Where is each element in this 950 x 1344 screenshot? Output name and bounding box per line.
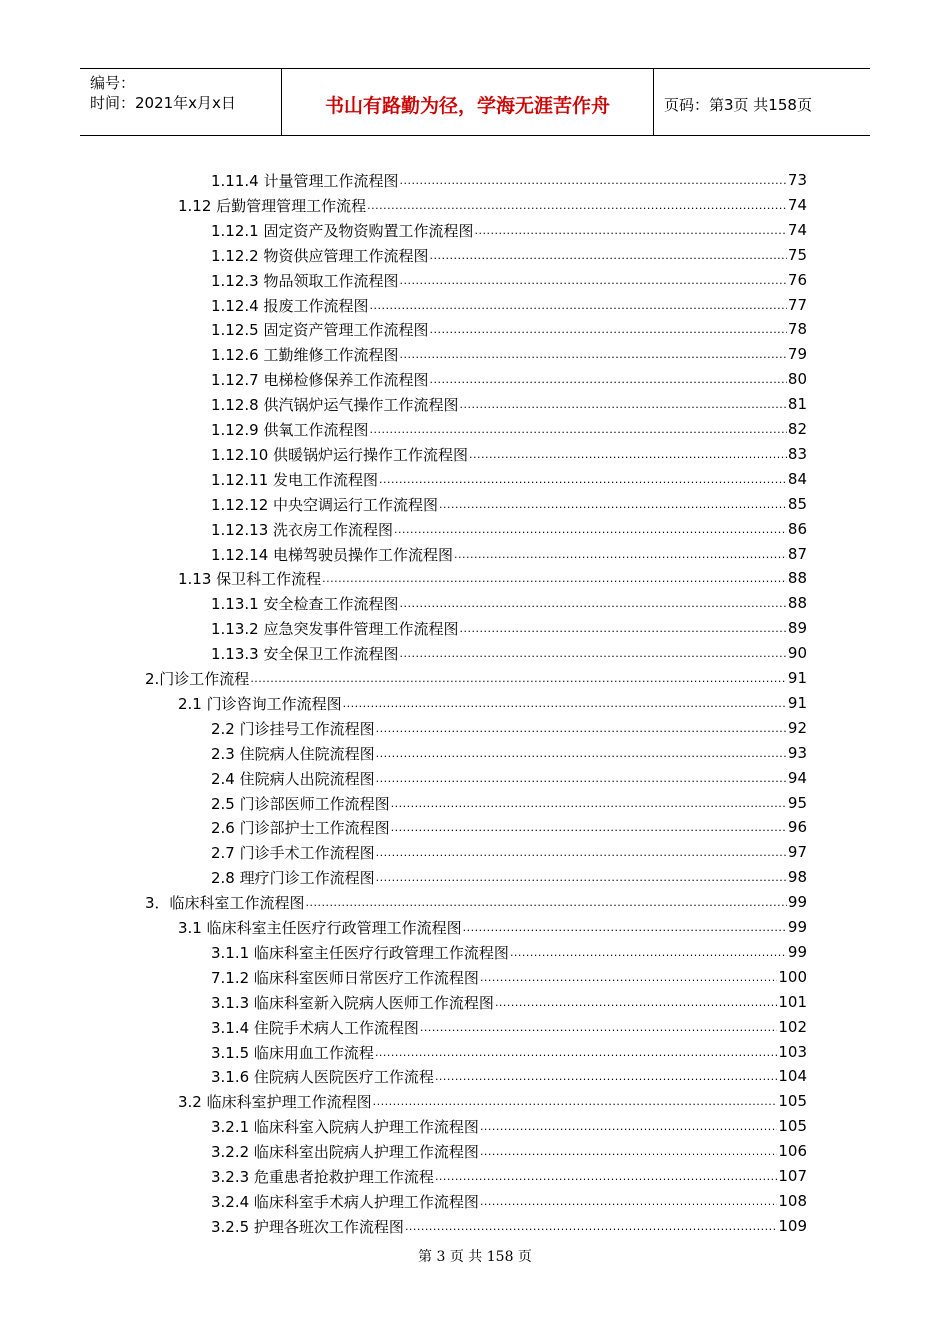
toc-entry[interactable]	[211, 544, 807, 564]
toc-entry-page-number: 109	[778, 1217, 807, 1235]
toc-entry-title: 1.12.8 供汽锅炉运气操作工作流程图	[211, 395, 459, 414]
toc-entry-title: 1.12.9 供氧工作流程图	[211, 420, 369, 439]
toc-entry[interactable]	[211, 344, 807, 364]
toc-entry-page-number: 94	[787, 769, 807, 787]
toc-dot-leader	[420, 1021, 777, 1037]
toc-entry-page-number: 85	[787, 495, 807, 513]
toc-entry-title: 1.12.5 固定资产管理工作流程图	[211, 320, 429, 339]
toc-entry-title: 3.1.6 住院病人医院医疗工作流程	[211, 1067, 434, 1086]
toc-entry-page-number: 103	[778, 1043, 807, 1061]
toc-entry-page-number: 92	[787, 719, 807, 737]
toc-entry[interactable]	[211, 1066, 807, 1086]
toc-entry-page-number: 97	[787, 843, 807, 861]
toc-entry-page-number: 105	[778, 1117, 807, 1135]
header-page-info: 页码：第3页 共158页	[664, 95, 812, 114]
toc-dot-leader	[376, 722, 787, 738]
toc-dot-leader	[306, 896, 787, 912]
toc-entry[interactable]	[211, 842, 807, 862]
toc-dot-leader	[250, 672, 787, 688]
toc-entry-page-number: 102	[778, 1018, 807, 1036]
toc-dot-leader	[391, 821, 787, 837]
toc-dot-leader	[454, 548, 787, 564]
toc-entry-page-number: 83	[787, 445, 807, 463]
toc-entry[interactable]	[211, 743, 807, 763]
toc-dot-leader	[375, 1046, 777, 1062]
toc-entry[interactable]	[211, 494, 807, 514]
toc-entry-page-number: 106	[778, 1142, 807, 1160]
toc-entry-page-number: 93	[787, 744, 807, 762]
toc-entry[interactable]	[211, 220, 807, 240]
toc-entry[interactable]	[211, 319, 807, 339]
toc-dot-leader	[435, 1070, 777, 1086]
toc-entry-page-number: 80	[787, 370, 807, 388]
toc-entry[interactable]	[211, 419, 807, 439]
toc-entry-title: 1.12.3 物品领取工作流程图	[211, 271, 399, 290]
toc-entry-title: 3.2.3 危重患者抢救护理工作流程	[211, 1167, 434, 1186]
toc-dot-leader	[399, 647, 786, 663]
toc-entry-page-number: 107	[778, 1167, 807, 1185]
toc-dot-leader	[367, 199, 787, 215]
toc-entry[interactable]	[211, 469, 807, 489]
toc-entry-page-number: 78	[787, 320, 807, 338]
toc-entry[interactable]	[211, 1166, 807, 1186]
toc-dot-leader	[369, 423, 786, 439]
toc-entry-page-number: 79	[787, 345, 807, 363]
toc-entry[interactable]	[211, 593, 807, 613]
toc-dot-leader	[495, 996, 777, 1012]
toc-entry-title: 1.12 后勤管理管理工作流程	[178, 196, 367, 215]
toc-entry-title: 1.12.10 供暖锅炉运行操作工作流程图	[211, 445, 469, 464]
toc-dot-leader	[429, 323, 786, 339]
toc-entry[interactable]	[145, 668, 807, 688]
toc-entry-title: 1.12.14 电梯驾驶员操作工作流程图	[211, 545, 454, 564]
toc-entry-title: 1.12.4 报废工作流程图	[211, 296, 369, 315]
toc-entry[interactable]	[178, 1091, 807, 1111]
toc-dot-leader	[469, 448, 787, 464]
toc-entry-title: 3.1.4 住院手术病人工作流程图	[211, 1018, 419, 1037]
toc-entry[interactable]	[211, 768, 807, 788]
toc-entry-page-number: 84	[787, 470, 807, 488]
toc-entry-title: 3.1.3 临床科室新入院病人医师工作流程图	[211, 993, 494, 1012]
toc-entry[interactable]	[178, 693, 807, 713]
toc-dot-leader	[480, 971, 777, 987]
toc-entry-title: 1.12.11 发电工作流程图	[211, 470, 379, 489]
toc-dot-leader	[405, 1220, 777, 1236]
toc-entry[interactable]	[211, 1017, 807, 1037]
toc-entry-title: 3.2.1 临床科室入院病人护理工作流程图	[211, 1117, 479, 1136]
toc-entry-title: 3.1 临床科室主任医疗行政管理工作流程图	[178, 918, 462, 937]
toc-dot-leader	[376, 747, 787, 763]
toc-entry-page-number: 96	[787, 818, 807, 836]
toc-entry[interactable]	[178, 195, 807, 215]
toc-entry-title: 3.1.1 临床科室主任医疗行政管理工作流程图	[211, 943, 509, 962]
toc-entry-title: 1.13.3 安全保卫工作流程图	[211, 644, 399, 663]
toc-entry[interactable]	[211, 1216, 807, 1236]
toc-dot-leader	[510, 946, 787, 962]
toc-entry-page-number: 99	[787, 918, 807, 936]
toc-dot-leader	[376, 846, 787, 862]
toc-dot-leader	[369, 299, 786, 315]
toc-dot-leader	[399, 597, 786, 613]
toc-entry-page-number: 91	[787, 669, 807, 687]
toc-entry[interactable]	[211, 270, 807, 290]
toc-entry-page-number: 88	[787, 569, 807, 587]
toc-dot-leader	[459, 622, 786, 638]
toc-entry[interactable]	[211, 1116, 807, 1136]
page-footer: 第 3 页 共 158 页	[418, 1249, 532, 1265]
toc-entry-title: 2.7 门诊手术工作流程图	[211, 843, 375, 862]
toc-entry-page-number: 108	[778, 1192, 807, 1210]
toc-entry[interactable]	[145, 892, 807, 912]
toc-entry[interactable]	[211, 295, 807, 315]
toc-entry[interactable]	[211, 394, 807, 414]
toc-entry[interactable]	[211, 992, 807, 1012]
toc-entry-page-number: 98	[787, 868, 807, 886]
toc-entry[interactable]	[211, 793, 807, 813]
toc-entry-page-number: 99	[787, 893, 807, 911]
toc-entry-title: 2.4 住院病人出院流程图	[211, 769, 375, 788]
toc-dot-leader	[376, 871, 787, 887]
header-motto: 书山有路勤为径，学海无涯苦作舟	[282, 69, 654, 135]
toc-entry-title: 3.2.2 临床科室出院病人护理工作流程图	[211, 1142, 479, 1161]
document-time-label: 时间：2021年x月x日	[90, 94, 236, 112]
toc-dot-leader	[480, 1145, 777, 1161]
toc-entry[interactable]	[211, 643, 807, 663]
toc-dot-leader	[474, 224, 786, 240]
toc-dot-leader	[435, 1170, 777, 1186]
toc-entry-title: 1.12.7 电梯检修保养工作流程图	[211, 370, 429, 389]
toc-entry-title: 1.12.12 中央空调运行工作流程图	[211, 495, 439, 514]
toc-entry-title: 1.13.1 安全检查工作流程图	[211, 594, 399, 613]
toc-entry[interactable]	[211, 1191, 807, 1211]
toc-entry-page-number: 89	[787, 619, 807, 637]
toc-entry-title: 2.8 理疗门诊工作流程图	[211, 868, 375, 887]
toc-dot-leader	[373, 1095, 778, 1111]
toc-entry-title: 3.2.4 临床科室手术病人护理工作流程图	[211, 1192, 479, 1211]
toc-dot-leader	[429, 249, 786, 265]
toc-entry[interactable]	[211, 245, 807, 265]
toc-entry-page-number: 88	[787, 594, 807, 612]
toc-entry-title: 1.12.2 物资供应管理工作流程图	[211, 246, 429, 265]
toc-entry[interactable]	[211, 618, 807, 638]
toc-entry[interactable]	[211, 867, 807, 887]
toc-dot-leader	[463, 921, 787, 937]
toc-entry-title: 1.13.2 应急突发事件管理工作流程图	[211, 619, 459, 638]
toc-entry-title: 2.1 门诊咨询工作流程图	[178, 694, 342, 713]
toc-entry[interactable]	[211, 444, 807, 464]
toc-entry[interactable]	[211, 817, 807, 837]
toc-entry-page-number: 104	[778, 1067, 807, 1085]
toc-entry-page-number: 100	[778, 968, 807, 986]
toc-entry[interactable]	[211, 967, 807, 987]
toc-entry-title: 3.1.5 临床用血工作流程	[211, 1043, 374, 1062]
toc-entry-page-number: 73	[787, 171, 807, 189]
toc-entry-page-number: 86	[787, 520, 807, 538]
toc-entry-title: 3.2.5 护理各班次工作流程图	[211, 1217, 404, 1236]
toc-entry[interactable]	[211, 718, 807, 738]
toc-dot-leader	[376, 772, 787, 788]
toc-entry[interactable]	[211, 519, 807, 539]
toc-dot-leader	[399, 274, 786, 290]
toc-dot-leader	[399, 348, 786, 364]
toc-entry-page-number: 87	[787, 545, 807, 563]
toc-dot-leader	[399, 174, 786, 190]
toc-entry-title: 1.13 保卫科工作流程	[178, 569, 322, 588]
toc-entry-page-number: 95	[787, 794, 807, 812]
header-meta	[80, 69, 282, 135]
toc-entry[interactable]	[178, 568, 807, 588]
toc-entry-page-number: 77	[787, 296, 807, 314]
page-header	[80, 68, 870, 136]
toc-entry-title: 2.6 门诊部护士工作流程图	[211, 818, 390, 837]
toc-dot-leader	[429, 373, 786, 389]
document-number-label: 编号：	[90, 74, 136, 92]
toc-entry[interactable]	[211, 369, 807, 389]
toc-entry-title: 1.12.6 工勤维修工作流程图	[211, 345, 399, 364]
toc-dot-leader	[480, 1120, 777, 1136]
toc-entry-title: 3．临床科室工作流程图	[145, 893, 305, 912]
toc-entry-page-number: 74	[787, 196, 807, 214]
toc-entry-page-number: 105	[778, 1092, 807, 1110]
toc-dot-leader	[343, 697, 787, 713]
toc-entry-page-number: 99	[787, 943, 807, 961]
toc-entry[interactable]	[211, 1042, 807, 1062]
toc-entry-page-number: 90	[787, 644, 807, 662]
toc-entry-page-number: 76	[787, 271, 807, 289]
toc-dot-leader	[459, 398, 786, 414]
toc-entry-title: 2.3 住院病人住院流程图	[211, 744, 375, 763]
toc-entry-page-number: 101	[778, 993, 807, 1011]
toc-entry-title: 2.门诊工作流程	[145, 669, 250, 688]
toc-entry-title: 3.2 临床科室护理工作流程图	[178, 1092, 372, 1111]
toc-entry-title: 1.12.1 固定资产及物资购置工作流程图	[211, 221, 474, 240]
toc-entry-title: 2.5 门诊部医师工作流程图	[211, 794, 390, 813]
toc-entry-page-number: 74	[787, 221, 807, 239]
toc-dot-leader	[439, 498, 787, 514]
toc-entry-page-number: 82	[787, 420, 807, 438]
toc-dot-leader	[379, 473, 787, 489]
toc-entry-title: 2.2 门诊挂号工作流程图	[211, 719, 375, 738]
toc-dot-leader	[322, 572, 787, 588]
toc-entry-title: 1.12.13 洗衣房工作流程图	[211, 520, 394, 539]
toc-dot-leader	[480, 1195, 777, 1211]
toc-entry-title: 7.1.2 临床科室医师日常医疗工作流程图	[211, 968, 479, 987]
toc-entry[interactable]	[211, 942, 807, 962]
toc-entry[interactable]	[211, 170, 807, 190]
toc-entry[interactable]	[211, 1141, 807, 1161]
toc-entry-page-number: 81	[787, 395, 807, 413]
toc-dot-leader	[391, 797, 787, 813]
toc-entry-title: 1.11.4 计量管理工作流程图	[211, 171, 399, 190]
toc-dot-leader	[394, 523, 787, 539]
toc-entry[interactable]	[178, 917, 807, 937]
toc-entry-page-number: 91	[787, 694, 807, 712]
toc-entry-page-number: 75	[787, 246, 807, 264]
